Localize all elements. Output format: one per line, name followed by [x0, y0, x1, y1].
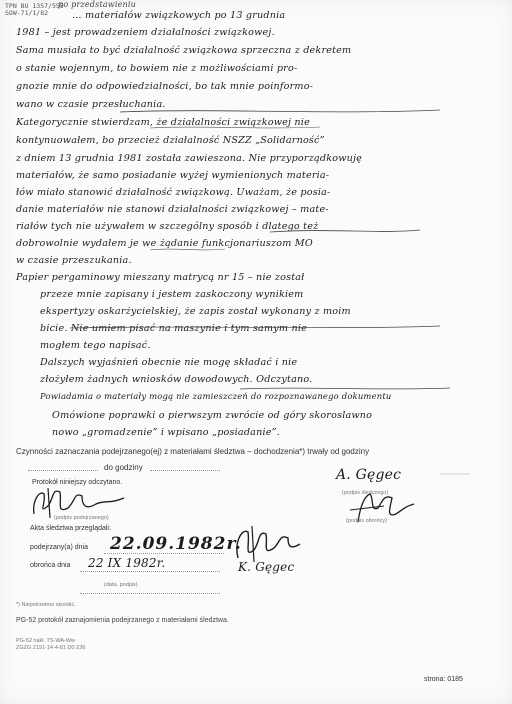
statement-line: złożyłem żadnych wniosków dowodowych. Odczytano.	[40, 374, 313, 385]
statement-line: mogłem tego napisać.	[40, 340, 151, 351]
header-note: po przedstawieniu	[58, 0, 136, 9]
statement-line: w czasie przeszukania.	[16, 255, 132, 266]
do-godziny-label: do godziny	[104, 463, 143, 472]
defender-signature: K. Gęgec	[238, 560, 295, 574]
page-number: strona: 0185	[424, 676, 463, 683]
statement-line: Papier pergaminowy mieszany matrycą nr 15 – nie został	[16, 272, 305, 283]
investigator-signature-label: (podpis śledczego)	[342, 490, 389, 496]
statement-line: łów miało stanowić działalność związkową. Uważam, że posia-	[16, 187, 331, 198]
statement-line: dobrowolnie wydałem je we żądanie funkcjonariuszom MO	[16, 238, 313, 249]
statement-line: riałów tych nie używałem w szczególny sposób i dlatego też	[16, 221, 319, 232]
statement-line: Powiadamia o materiały mogą nie zamieszczeń do rozpoznawanego dokumentu	[40, 391, 392, 401]
defender-day-label: obrońca dnia	[30, 562, 71, 569]
protocol-read-label: Protokół niniejszy odczytano.	[32, 479, 123, 486]
defender-date: 22 IX 1982r.	[88, 556, 166, 570]
stamp-line-1: TPN BU 1357/555	[5, 2, 64, 10]
statement-line: z dniem 13 grudnia 1981 została zawieszona. Nie przyporządkowuję	[16, 153, 363, 164]
activities-line: Czynności zaznaczania podejrzanego(ej) z materiałami śledztwa – dochodzenia*) trwały od godziny	[16, 447, 370, 456]
margin-marks	[430, 470, 490, 590]
statement-line: kontynuowałem, bo przecież działalność NSZZ „Solidarność”	[16, 135, 325, 146]
stamp-line-2: SOW-71/1/82	[5, 9, 49, 17]
statement-line: materiałów, że samo posiadanie wyżej wymienionych materia-	[16, 170, 330, 181]
footnote: *) Niepotrzebne skreślić.	[16, 602, 76, 608]
statement-line: wano w czasie przesłuchania.	[16, 99, 166, 110]
statement-line: ekspertyzy oskarżycielskiej, że zapis został wykonany z moim	[40, 306, 351, 317]
statement-line: danie materiałów nie stanowi działalności związkowej – mate-	[16, 204, 329, 215]
statement-line: nowo „gromadzenie” i wpisano „posiadanie”.	[52, 427, 280, 438]
printer-info-2: ZGZG 2191-14-4-81 D0 Z36	[16, 645, 86, 651]
form-title: PG-52 protokół zaznajomienia podejrzanego z materiałami śledztwa.	[16, 617, 229, 624]
printer-info-1: PG-52 nakł. TS-WA-Ww	[16, 638, 75, 644]
statement-line: bicie. Nie umiem pisać na maszynie i tym samym nie	[40, 323, 307, 334]
statement-line: przeze mnie zapisany i jestem zaskoczony wynikiem	[40, 289, 304, 300]
statement-line: Kategorycznie stwierdzam, że działalności związkowej nie	[16, 117, 310, 128]
statement-line: … materiałów związkowych po 13 grudnia	[72, 10, 286, 21]
suspect-date: 22.09.1982r.	[110, 534, 242, 554]
suspect-signature-label: (podpis podejrzanego)	[54, 515, 109, 521]
investigator-name: A. Gęgec	[336, 467, 402, 483]
statement-line: Sama musiała to być działalność związkowa sprzeczna z dekretem	[16, 45, 352, 56]
case-files-label: Akta śledztwa przeglądali:	[30, 525, 111, 532]
date-signature-label: (data, podpis)	[104, 582, 138, 588]
statement-line: Omówione poprawki o pierwszym zwrócie od góry skoroslawno	[52, 410, 373, 421]
statement-line: gnozie mnie do odpowiedzialności, bo tak mnie poinformo-	[16, 81, 314, 92]
statement-line: 1981 – jest prowadzeniem działalności związkowej.	[16, 27, 275, 38]
statement-line: o stanie wojennym, to bowiem nie z możliwościami pro-	[16, 63, 298, 74]
suspect-day-label: podejrzany(a) dnia	[30, 544, 88, 551]
statement-line: Dalszych wyjaśnień obecnie nie mogę składać i nie	[40, 357, 298, 368]
defender-signature-label: (podpis obrońcy)	[346, 518, 387, 524]
